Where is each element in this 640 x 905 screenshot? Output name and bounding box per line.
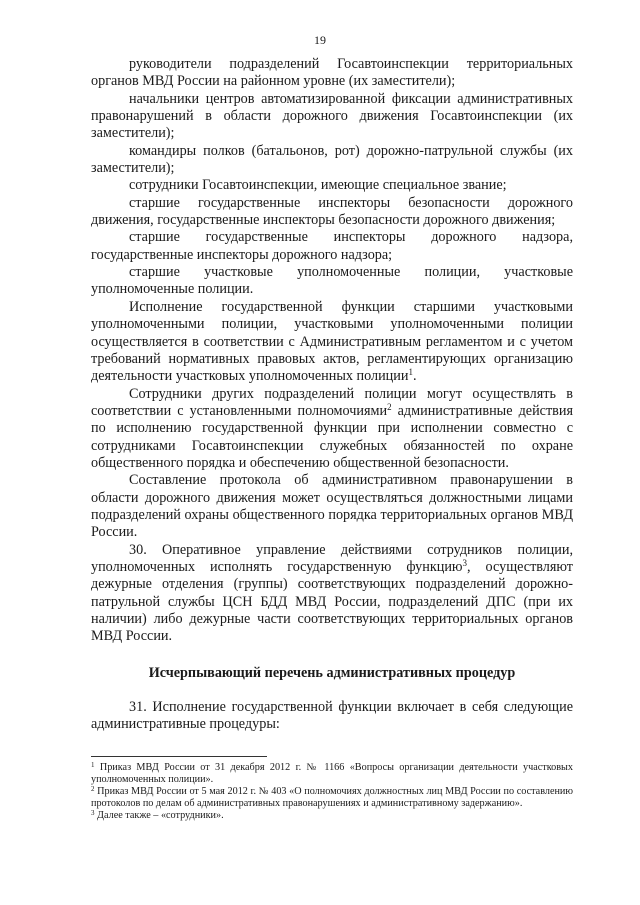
paragraph: сотрудники Госавтоинспекции, имеющие специальное звание; xyxy=(129,177,507,194)
footnote-divider xyxy=(91,756,267,757)
paragraph: руководители подразделений Госавтоинспекции территориальных органов МВД России на районном уровне (их заместители); xyxy=(91,56,573,90)
footnote-ref: 2 xyxy=(387,401,392,412)
paragraph: 30. Оперативное управление действиями сотрудников полиции, уполномоченных исполнять государственную функцию$^3$, осуществляют дежурные отделения (группы) соответствующих подразделений дорожно-патрульной службы ЦСН БДД МВД России, подразделений ДПС (при их наличии) либо дежурные части соответствующих территориальных органов МВД России. xyxy=(91,541,573,645)
paragraph: 31. Исполнение государственной функции включает в себя следующие административные процедуры: xyxy=(91,699,573,733)
footnotes xyxy=(91,756,573,822)
footnote: $^1$ Приказ МВД России от 31 декабря 2012 г. № 1166 «Вопросы организации деятельности участковых уполномоченных полиции». xyxy=(91,761,573,786)
document-body xyxy=(91,56,573,734)
footnote-ref: 3 xyxy=(462,557,468,568)
paragraph: Исполнение государственной функции старшими участковыми уполномоченными полиции, участковыми уполномоченными полиции осуществляется в соответствии с Административным регламентом и с учетом требований нормативных правовых актов, регламентирующих организацию деятельности участковых уполномоченных полиции$^1$. xyxy=(91,298,573,385)
paragraph: командиры полков (батальонов, рот) дорожно-патрульной службы (их заместители); xyxy=(91,142,573,177)
paragraph: начальники центров автоматизированной фиксации административных правонарушений в области дорожного движения Госавтоинспекции (их заместители); xyxy=(91,90,573,142)
page-number: 19 xyxy=(314,33,326,47)
section-heading: Исчерпывающий перечень административных процедур xyxy=(148,664,516,681)
footnote: $^2$ Приказ МВД России от 5 мая 2012 г. № 403 «О полномочиях должностных лиц МВД России по составлению протоколов по делам об административных правонарушениях и административному задержанию». xyxy=(91,785,573,810)
paragraph: старшие участковые уполномоченные полиции, участковые уполномоченные полиции. xyxy=(91,264,573,298)
footnote: $^3$ Далее также – «сотрудники». xyxy=(91,809,224,822)
paragraph: Составление протокола об административном правонарушении в области дорожного движения может осуществляться должностными лицами подразделений охраны общественного порядка территориальных органов МВД России. xyxy=(91,472,573,541)
paragraph: старшие государственные инспекторы дорожного надзора, государственные инспекторы дорожного надзора; xyxy=(91,229,573,263)
paragraph: старшие государственные инспекторы безопасности дорожного движения, государственные инспекторы безопасности дорожного движения; xyxy=(91,194,573,229)
paragraph: Сотрудники других подразделений полиции могут осуществлять в соответствии с установленными полномочиями$^2$ административные действия по исполнению государственной функции при исполнении совместно с сотрудниками Госавтоинспекции служебных обязанностей по охране общественного порядка и обеспечению общественной безопасности. xyxy=(91,385,573,471)
footnote-ref: 1 xyxy=(408,367,413,378)
